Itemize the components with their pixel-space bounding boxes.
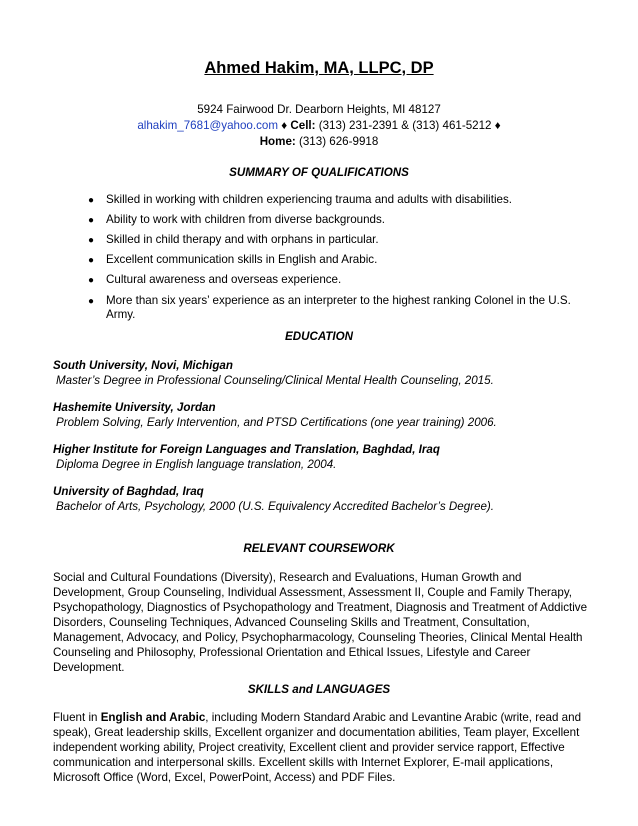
email-link[interactable]: alhakim_7681@yahoo.com <box>137 119 278 133</box>
contact-block <box>0 102 638 151</box>
cell-value: (313) 231-2391 & (313) 461-5212 <box>318 119 492 133</box>
home-phone-line <box>0 134 638 150</box>
separator-diamond: ♦ <box>494 119 501 133</box>
separator-diamond: ♦ <box>281 119 288 133</box>
coursework-text: Social and Cultural Foundations (Diversity), Research and Evaluations, Human Growth and Development, Group Counseling, Individual Assessment, Assessment II, Couple and Family Therapy, Psychopathology, Diagnostics of Psychopathology and Treatment, Diagnosis and Treatment of Addictive Disorders, Counseling Techniques, Advanced Counseling Skills and Treatment, Consultation, Management, Advocacy, and Policy, Psychopharmacology, Counseling Theories, Clinical Mental Health Counseling and Philosophy, Professional Orientation and Ethical Issues, Lifestyle and Career Development. <box>53 571 588 675</box>
education-entry <box>53 443 608 472</box>
cell-label: Cell: <box>290 119 316 133</box>
summary-item: ● Excellent communication skills in English and Arabic. <box>88 253 598 268</box>
summary-item: ● More than six years’ experience as an interpreter to the highest ranking Colonel in the U.S. Army. <box>88 294 598 323</box>
skills-text <box>53 710 590 785</box>
education-degree: Problem Solving, Early Intervention, and PTSD Certifications (one year training) 2006. <box>56 415 497 429</box>
skills-languages: English and Arabic <box>100 711 206 724</box>
education-heading: EDUCATION <box>284 330 354 343</box>
address-line: 5924 Fairwood Dr. Dearborn Heights, MI 48127 <box>197 103 441 116</box>
skills-body: , including Modern Standard Arabic and Levantine Arabic (write, read and speak), Great leadership skills, Excellent organizer and documentation abilities, Team player, Excellent independent working ability, Project creativity, Excellent client and provider service rapport, Effective communication and interpersonal skills. Excellent skills with Internet Explorer, E-mail applications, Microsoft Office (Word, Excel, PowerPoint, Access) and PDF Files. <box>53 711 582 785</box>
summary-item: ● Skilled in working with children experiencing trauma and adults with disabilities. <box>88 193 598 208</box>
summary-item: ● Cultural awareness and overseas experience. <box>88 273 598 288</box>
home-label: Home: <box>259 135 296 149</box>
education-institution: Hashemite University, Jordan <box>53 401 216 414</box>
education-institution: University of Baghdad, Iraq <box>53 485 204 498</box>
skills-heading: SKILLS and LANGUAGES <box>247 683 391 696</box>
education-institution: Higher Institute for Foreign Languages and Translation, Baghdad, Iraq <box>53 443 440 456</box>
home-value: (313) 626-9918 <box>299 135 379 149</box>
summary-item: ● Ability to work with children from diverse backgrounds. <box>88 213 598 228</box>
education-institution: South University, Novi, Michigan <box>53 359 233 372</box>
summary-heading: SUMMARY OF QUALIFICATIONS <box>229 166 409 179</box>
summary-item: ● Skilled in child therapy and with orphans in particular. <box>88 233 598 248</box>
education-entry <box>53 485 608 514</box>
coursework-heading: RELEVANT COURSEWORK <box>243 542 395 555</box>
summary-list <box>88 193 598 328</box>
skills-prefix: Fluent in <box>53 711 101 724</box>
education-entry <box>53 401 608 430</box>
education-degree: Diploma Degree in English language translation, 2004. <box>56 457 337 471</box>
email-phone-line <box>0 118 638 134</box>
education-entry <box>53 359 608 388</box>
education-degree: Master’s Degree in Professional Counseling/Clinical Mental Health Counseling, 2015. <box>56 373 494 387</box>
candidate-name: Ahmed Hakim, MA, LLPC, DP <box>204 59 434 77</box>
education-degree: Bachelor of Arts, Psychology, 2000 (U.S. Equivalency Accredited Bachelor’s Degree). <box>56 499 494 513</box>
